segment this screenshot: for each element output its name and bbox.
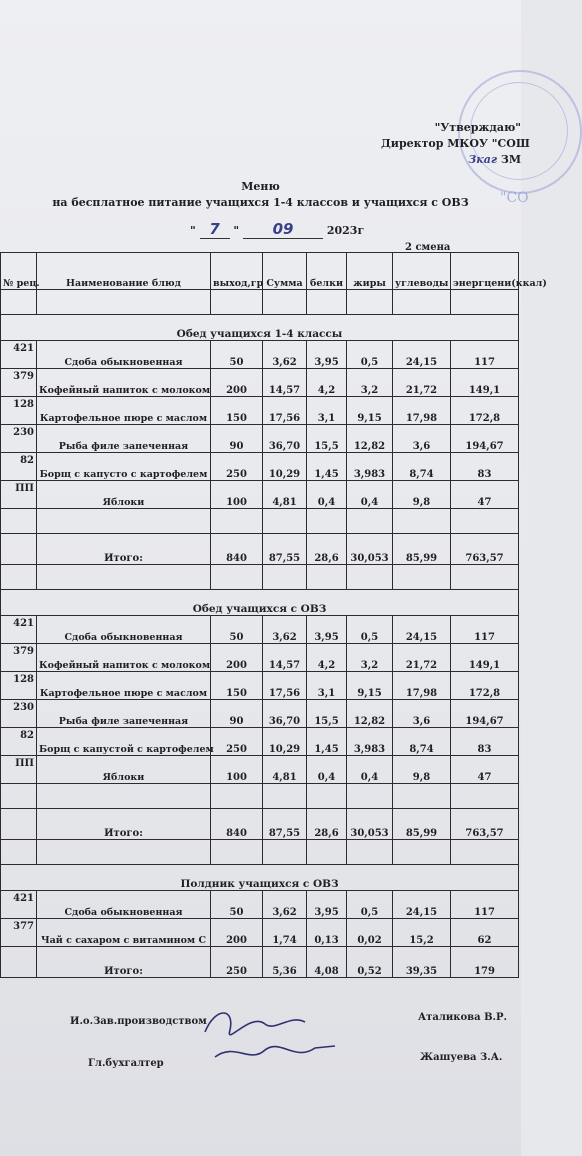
blank-row bbox=[1, 840, 519, 865]
dish-name-cell: Сдоба обыкновенная bbox=[37, 616, 211, 644]
dish-name-cell: Кофейный напиток с молоком bbox=[37, 644, 211, 672]
value-cell: 90 bbox=[211, 425, 263, 453]
column-header: № рец. bbox=[1, 253, 37, 290]
total-value: 87,55 bbox=[263, 809, 307, 840]
recipe-number-cell: 421 bbox=[1, 891, 37, 919]
total-value: 30,053 bbox=[347, 534, 393, 565]
value-cell: 149,1 bbox=[451, 369, 519, 397]
role-chief-accountant: Гл.бухгалтер bbox=[88, 1058, 164, 1069]
value-cell: 3,95 bbox=[307, 616, 347, 644]
name-production-head: Аталикова В.Р. bbox=[418, 1012, 508, 1023]
approval-block bbox=[381, 120, 530, 168]
empty-cell bbox=[393, 509, 451, 534]
total-value: 85,99 bbox=[393, 809, 451, 840]
dish-name-cell: Рыба филе запеченная bbox=[37, 425, 211, 453]
value-cell: 50 bbox=[211, 341, 263, 369]
value-cell: 3,2 bbox=[347, 644, 393, 672]
value-cell: 0,4 bbox=[307, 481, 347, 509]
empty-cell bbox=[37, 290, 211, 315]
dish-name-cell: Борщ с капусто с картофелем bbox=[37, 453, 211, 481]
recipe-number-cell: 377 bbox=[1, 919, 37, 947]
empty-cell bbox=[37, 565, 211, 590]
value-cell: 4,81 bbox=[263, 756, 307, 784]
recipe-number-cell: 128 bbox=[1, 397, 37, 425]
total-value: 250 bbox=[211, 947, 263, 978]
table-row bbox=[1, 425, 519, 453]
empty-cell bbox=[1, 509, 37, 534]
value-cell: 250 bbox=[211, 453, 263, 481]
empty-cell bbox=[451, 840, 519, 865]
value-cell: 10,29 bbox=[263, 728, 307, 756]
recipe-number-cell: ПП bbox=[1, 756, 37, 784]
column-header: Наименование блюд bbox=[37, 253, 211, 290]
section-title: Обед учащихся с ОВЗ bbox=[1, 590, 519, 616]
value-cell: 17,56 bbox=[263, 672, 307, 700]
dish-name-cell: Сдоба обыкновенная bbox=[37, 891, 211, 919]
date-day: 7 bbox=[209, 220, 220, 238]
blank-row bbox=[1, 290, 519, 315]
value-cell: 3,62 bbox=[263, 616, 307, 644]
value-cell: 3,62 bbox=[263, 341, 307, 369]
value-cell: 9,8 bbox=[393, 756, 451, 784]
empty-cell bbox=[347, 509, 393, 534]
empty-cell bbox=[211, 290, 263, 315]
value-cell: 14,57 bbox=[263, 644, 307, 672]
value-cell: 3,1 bbox=[307, 397, 347, 425]
value-cell: 4,81 bbox=[263, 481, 307, 509]
column-header: жиры bbox=[347, 253, 393, 290]
empty-cell bbox=[263, 840, 307, 865]
shift-label: 2 смена bbox=[405, 242, 451, 253]
empty-cell bbox=[307, 840, 347, 865]
total-value: 763,57 bbox=[451, 534, 519, 565]
value-cell: 15,5 bbox=[307, 425, 347, 453]
total-value: 179 bbox=[451, 947, 519, 978]
value-cell: 100 bbox=[211, 756, 263, 784]
empty-cell bbox=[347, 840, 393, 865]
value-cell: 24,15 bbox=[393, 341, 451, 369]
value-cell: 194,67 bbox=[451, 425, 519, 453]
value-cell: 0,5 bbox=[347, 341, 393, 369]
total-value: 763,57 bbox=[451, 809, 519, 840]
value-cell: 3,983 bbox=[347, 728, 393, 756]
empty-cell bbox=[263, 565, 307, 590]
dish-name-cell: Рыба филе запеченная bbox=[37, 700, 211, 728]
recipe-number-cell: 128 bbox=[1, 672, 37, 700]
table-row bbox=[1, 369, 519, 397]
approval-line-1: "Утверждаю" bbox=[434, 121, 521, 134]
stamp-text: "СО bbox=[500, 190, 529, 206]
empty-cell bbox=[263, 509, 307, 534]
dish-name-cell: Сдоба обыкновенная bbox=[37, 341, 211, 369]
value-cell: 194,67 bbox=[451, 700, 519, 728]
recipe-number-cell: 82 bbox=[1, 453, 37, 481]
value-cell: 3,6 bbox=[393, 425, 451, 453]
column-header: энергцени(ккал) bbox=[451, 253, 519, 290]
empty-cell bbox=[307, 565, 347, 590]
value-cell: 36,70 bbox=[263, 700, 307, 728]
table-row bbox=[1, 728, 519, 756]
value-cell: 14,57 bbox=[263, 369, 307, 397]
dish-name-cell: Картофельное пюре с маслом bbox=[37, 672, 211, 700]
value-cell: 12,82 bbox=[347, 700, 393, 728]
value-cell: 15,5 bbox=[307, 700, 347, 728]
value-cell: 149,1 bbox=[451, 644, 519, 672]
total-value: 0,52 bbox=[347, 947, 393, 978]
total-value: 30,053 bbox=[347, 809, 393, 840]
empty-cell bbox=[347, 565, 393, 590]
value-cell: 21,72 bbox=[393, 644, 451, 672]
empty-cell bbox=[307, 784, 347, 809]
date-year: 2023г bbox=[326, 224, 365, 237]
recipe-number-cell: 379 bbox=[1, 369, 37, 397]
total-row bbox=[1, 809, 519, 840]
section-title-row bbox=[1, 590, 519, 616]
value-cell: 0,4 bbox=[307, 756, 347, 784]
empty-cell bbox=[347, 290, 393, 315]
column-header: Сумма bbox=[263, 253, 307, 290]
value-cell: 200 bbox=[211, 369, 263, 397]
total-value bbox=[1, 947, 37, 978]
value-cell: 83 bbox=[451, 453, 519, 481]
table-row bbox=[1, 453, 519, 481]
value-cell: 1,74 bbox=[263, 919, 307, 947]
blank-row bbox=[1, 509, 519, 534]
approval-signature-line bbox=[381, 152, 521, 168]
value-cell: 83 bbox=[451, 728, 519, 756]
value-cell: 24,15 bbox=[393, 616, 451, 644]
recipe-number-cell: 230 bbox=[1, 425, 37, 453]
total-value: 28,6 bbox=[307, 809, 347, 840]
value-cell: 9,15 bbox=[347, 397, 393, 425]
dish-name-cell: Картофельное пюре с маслом bbox=[37, 397, 211, 425]
table-header-row bbox=[1, 253, 519, 290]
value-cell: 0,4 bbox=[347, 756, 393, 784]
empty-cell bbox=[451, 565, 519, 590]
empty-cell bbox=[393, 565, 451, 590]
recipe-number-cell: 379 bbox=[1, 644, 37, 672]
handwritten-signatures bbox=[195, 1002, 345, 1072]
value-cell: 50 bbox=[211, 616, 263, 644]
value-cell: 200 bbox=[211, 644, 263, 672]
total-value: 87,55 bbox=[263, 534, 307, 565]
total-value: 4,08 bbox=[307, 947, 347, 978]
recipe-number-cell: 82 bbox=[1, 728, 37, 756]
table-row bbox=[1, 397, 519, 425]
value-cell: 0,5 bbox=[347, 891, 393, 919]
total-value: 5,36 bbox=[263, 947, 307, 978]
section-title: Полдник учащихся с ОВЗ bbox=[1, 865, 519, 891]
menu-title: Меню bbox=[241, 180, 280, 193]
empty-cell bbox=[37, 784, 211, 809]
table-row bbox=[1, 481, 519, 509]
dish-name-cell: Чай с сахаром с витамином С bbox=[37, 919, 211, 947]
empty-cell bbox=[37, 840, 211, 865]
value-cell: 1,45 bbox=[307, 728, 347, 756]
value-cell: 172,8 bbox=[451, 672, 519, 700]
section-title-row bbox=[1, 865, 519, 891]
empty-cell bbox=[211, 784, 263, 809]
empty-cell bbox=[451, 784, 519, 809]
value-cell: 117 bbox=[451, 891, 519, 919]
value-cell: 9,8 bbox=[393, 481, 451, 509]
value-cell: 8,74 bbox=[393, 728, 451, 756]
value-cell: 3,95 bbox=[307, 891, 347, 919]
date-quote-open: " bbox=[190, 224, 196, 237]
value-cell: 50 bbox=[211, 891, 263, 919]
value-cell: 117 bbox=[451, 616, 519, 644]
dish-name-cell: Кофейный напиток с молоком bbox=[37, 369, 211, 397]
dish-name-cell: Яблоки bbox=[37, 756, 211, 784]
empty-cell bbox=[211, 565, 263, 590]
total-value: 85,99 bbox=[393, 534, 451, 565]
date-month: 09 bbox=[272, 220, 294, 238]
section-title-row bbox=[1, 315, 519, 341]
value-cell: 17,98 bbox=[393, 397, 451, 425]
total-value: 840 bbox=[211, 809, 263, 840]
value-cell: 200 bbox=[211, 919, 263, 947]
menu-date bbox=[190, 220, 364, 239]
role-production-head: И.о.Зав.производством bbox=[70, 1016, 207, 1027]
empty-cell bbox=[393, 290, 451, 315]
value-cell: 150 bbox=[211, 397, 263, 425]
table-row bbox=[1, 891, 519, 919]
value-cell: 12,82 bbox=[347, 425, 393, 453]
value-cell: 0,02 bbox=[347, 919, 393, 947]
value-cell: 0,4 bbox=[347, 481, 393, 509]
approval-line-2: Директор МКОУ "СОШ bbox=[381, 137, 530, 150]
table-row bbox=[1, 672, 519, 700]
total-label: Итого: bbox=[37, 534, 211, 565]
value-cell: 8,74 bbox=[393, 453, 451, 481]
value-cell: 100 bbox=[211, 481, 263, 509]
menu-table-body bbox=[1, 253, 547, 978]
section-title: Обед учащихся 1-4 классы bbox=[1, 315, 519, 341]
total-value bbox=[1, 534, 37, 565]
total-value bbox=[1, 809, 37, 840]
total-label: Итого: bbox=[37, 809, 211, 840]
empty-cell bbox=[211, 509, 263, 534]
empty-cell bbox=[307, 509, 347, 534]
name-chief-accountant: Жашуева З.А. bbox=[420, 1052, 503, 1063]
column-header: выход,гр bbox=[211, 253, 263, 290]
value-cell: 24,15 bbox=[393, 891, 451, 919]
column-header: углеводы bbox=[393, 253, 451, 290]
value-cell: 1,45 bbox=[307, 453, 347, 481]
value-cell: 17,56 bbox=[263, 397, 307, 425]
recipe-number-cell: 421 bbox=[1, 616, 37, 644]
value-cell: 9,15 bbox=[347, 672, 393, 700]
table-row bbox=[1, 756, 519, 784]
date-quote-close: " bbox=[233, 224, 240, 237]
empty-cell bbox=[263, 290, 307, 315]
empty-cell bbox=[263, 784, 307, 809]
table-row bbox=[1, 644, 519, 672]
total-row bbox=[1, 534, 519, 565]
value-cell: 0,13 bbox=[307, 919, 347, 947]
empty-cell bbox=[37, 509, 211, 534]
value-cell: 21,72 bbox=[393, 369, 451, 397]
value-cell: 15,2 bbox=[393, 919, 451, 947]
menu-subtitle: на бесплатное питание учащихся 1-4 классов и учащихся с ОВЗ bbox=[52, 196, 469, 209]
value-cell: 0,5 bbox=[347, 616, 393, 644]
value-cell: 90 bbox=[211, 700, 263, 728]
table-row bbox=[1, 700, 519, 728]
menu-table bbox=[0, 252, 547, 978]
table-row bbox=[1, 341, 519, 369]
empty-cell bbox=[393, 784, 451, 809]
column-header: белки bbox=[307, 253, 347, 290]
value-cell: 4,2 bbox=[307, 369, 347, 397]
value-cell: 17,98 bbox=[393, 672, 451, 700]
recipe-number-cell: 230 bbox=[1, 700, 37, 728]
empty-cell bbox=[451, 290, 519, 315]
recipe-number-cell: 421 bbox=[1, 341, 37, 369]
value-cell: 4,2 bbox=[307, 644, 347, 672]
blank-row bbox=[1, 784, 519, 809]
empty-cell bbox=[451, 509, 519, 534]
value-cell: 172,8 bbox=[451, 397, 519, 425]
total-value: 840 bbox=[211, 534, 263, 565]
empty-cell bbox=[1, 290, 37, 315]
total-value: 39,35 bbox=[393, 947, 451, 978]
value-cell: 62 bbox=[451, 919, 519, 947]
dish-name-cell: Борщ с капустой с картофелем bbox=[37, 728, 211, 756]
dish-name-cell: Яблоки bbox=[37, 481, 211, 509]
value-cell: 47 bbox=[451, 481, 519, 509]
approval-tail: ЗМ bbox=[500, 153, 521, 166]
empty-cell bbox=[211, 840, 263, 865]
table-row bbox=[1, 616, 519, 644]
value-cell: 36,70 bbox=[263, 425, 307, 453]
value-cell: 3,1 bbox=[307, 672, 347, 700]
value-cell: 47 bbox=[451, 756, 519, 784]
value-cell: 3,95 bbox=[307, 341, 347, 369]
value-cell: 150 bbox=[211, 672, 263, 700]
blank-row bbox=[1, 565, 519, 590]
value-cell: 3,983 bbox=[347, 453, 393, 481]
recipe-number-cell: ПП bbox=[1, 481, 37, 509]
total-row bbox=[1, 947, 519, 978]
value-cell: 3,6 bbox=[393, 700, 451, 728]
table-row bbox=[1, 919, 519, 947]
value-cell: 117 bbox=[451, 341, 519, 369]
value-cell: 3,62 bbox=[263, 891, 307, 919]
director-signature: Зкаг bbox=[468, 153, 498, 166]
value-cell: 10,29 bbox=[263, 453, 307, 481]
value-cell: 250 bbox=[211, 728, 263, 756]
value-cell: 3,2 bbox=[347, 369, 393, 397]
empty-cell bbox=[1, 565, 37, 590]
total-label: Итого: bbox=[37, 947, 211, 978]
empty-cell bbox=[307, 290, 347, 315]
empty-cell bbox=[393, 840, 451, 865]
empty-cell bbox=[1, 840, 37, 865]
empty-cell bbox=[347, 784, 393, 809]
total-value: 28,6 bbox=[307, 534, 347, 565]
empty-cell bbox=[1, 784, 37, 809]
